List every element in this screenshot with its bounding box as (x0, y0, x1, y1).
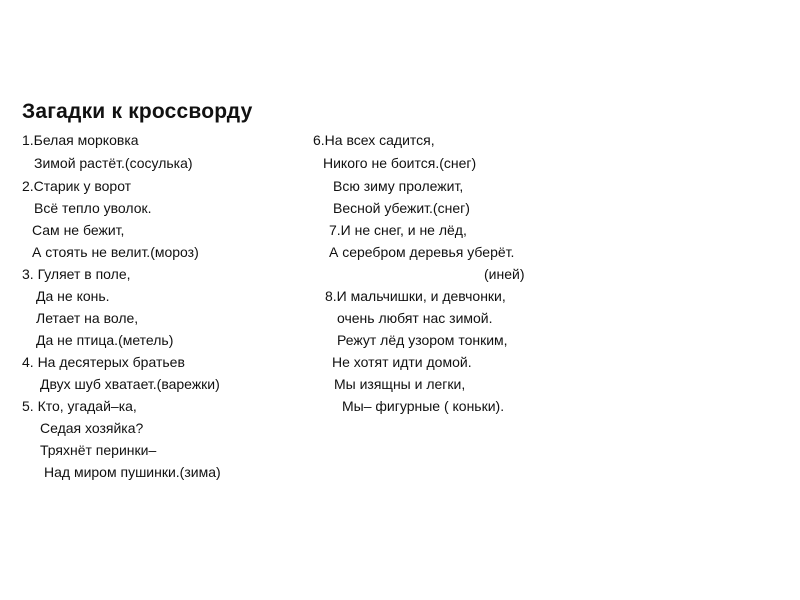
riddle-line: Всё тепло уволок. (34, 200, 152, 216)
riddle-line: Не хотят идти домой. (332, 354, 472, 370)
riddle-line: Всю зиму пролежит, (333, 178, 464, 194)
riddle-line: 4. На десятерых братьев (22, 354, 185, 370)
riddle-line: 6.На всех садится, (313, 132, 435, 148)
riddle-line: 3. Гуляет в поле, (22, 266, 131, 282)
riddle-line: А серебром деревья уберёт. (329, 244, 515, 260)
riddle-line: Да не птица.(метель) (36, 332, 174, 348)
riddle-line: Над миром пушинки.(зима) (44, 464, 221, 480)
riddle-line: Весной убежит.(снег) (333, 200, 470, 216)
riddle-line: Да не конь. (36, 288, 110, 304)
riddle-line: А стоять не велит.(мороз) (32, 244, 199, 260)
riddle-line: 5. Кто, угадай–ка, (22, 398, 137, 414)
riddle-line: Мы изящны и легки, (334, 376, 466, 392)
riddle-line: Режут лёд узором тонким, (337, 332, 508, 348)
riddle-line: Двух шуб хватает.(варежки) (40, 376, 220, 392)
riddle-line: Сам не бежит, (32, 222, 125, 238)
riddle-line: 2.Старик у ворот (22, 178, 132, 194)
riddle-line: Тряхнёт перинки– (40, 442, 157, 458)
riddle-line: 8.И мальчишки, и девчонки, (325, 288, 506, 304)
riddle-line: Никого не боится.(снег) (323, 155, 477, 171)
riddle-line: Зимой растёт.(сосулька) (34, 155, 193, 171)
riddle-line: 1.Белая морковка (22, 132, 139, 148)
riddle-line: (иней) (484, 266, 525, 282)
riddle-line: 7.И не снег, и не лёд, (329, 222, 467, 238)
page-title: Загадки к кроссворду (22, 100, 253, 123)
riddle-line: Летает на воле, (36, 310, 139, 326)
riddle-line: очень любят нас зимой. (337, 310, 493, 326)
riddle-line: Мы– фигурные ( коньки). (342, 398, 505, 414)
riddle-line: Седая хозяйка? (40, 420, 144, 436)
